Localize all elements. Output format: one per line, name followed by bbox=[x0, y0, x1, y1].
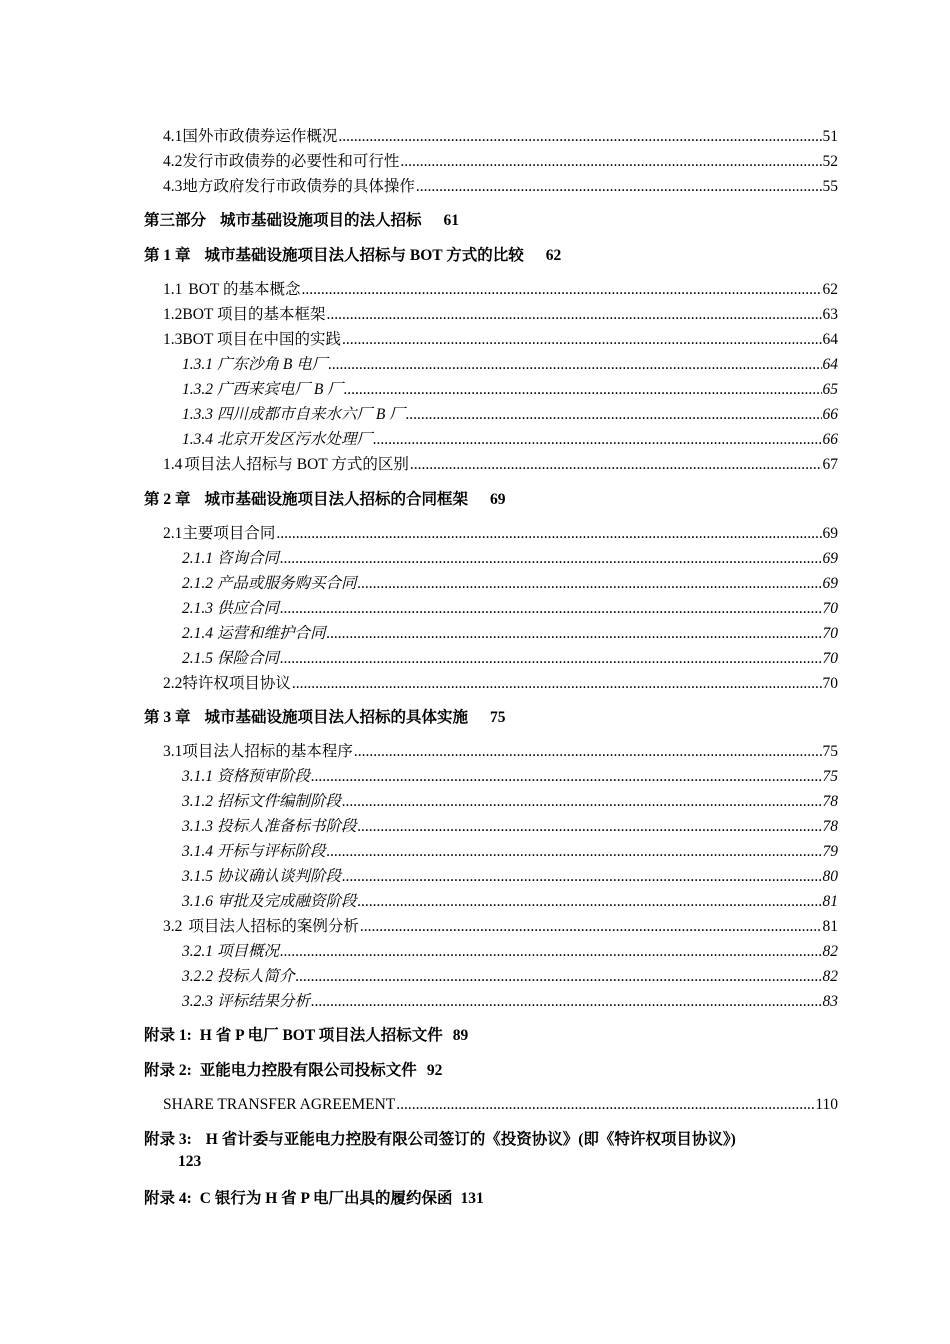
entry-title: 投标人准备标书阶段 bbox=[217, 818, 357, 835]
entry-page-number: 66 bbox=[822, 406, 838, 423]
heading-page-number: 123 bbox=[178, 1153, 202, 1170]
dot-leader bbox=[327, 842, 822, 862]
entry-number: 2.1.3 bbox=[182, 600, 213, 617]
entry-title: BOT 的基本概念 bbox=[188, 281, 301, 298]
entry-page-number: 110 bbox=[815, 1096, 838, 1113]
entry-number: 1.3 bbox=[163, 331, 183, 348]
dot-leader bbox=[280, 649, 821, 669]
dot-leader bbox=[280, 549, 821, 569]
heading-title: 亚能电力控股有限公司投标文件 bbox=[199, 1062, 417, 1079]
entry-number: 3.2.1 bbox=[182, 943, 213, 960]
entry-number: 2.1.1 bbox=[182, 550, 213, 567]
toc-entry-4-3[interactable] bbox=[163, 177, 838, 197]
dot-leader bbox=[280, 599, 821, 619]
toc-entry-3-2-2[interactable] bbox=[182, 967, 838, 987]
dot-leader bbox=[301, 280, 821, 300]
toc-appendix-3-heading[interactable] bbox=[144, 1129, 834, 1173]
heading-page-number: 89 bbox=[452, 1027, 469, 1044]
entry-title: 项目法人招标的基本程序 bbox=[182, 743, 353, 760]
dot-leader bbox=[342, 330, 822, 350]
toc-entry-1-3-4[interactable] bbox=[182, 430, 838, 450]
heading-title: 城市基础设施项目法人招标的具体实施 bbox=[204, 709, 469, 726]
dot-leader bbox=[360, 917, 822, 937]
dot-leader bbox=[400, 152, 821, 172]
entry-number: 1.4 bbox=[163, 456, 183, 473]
entry-page-number: 75 bbox=[822, 743, 838, 760]
entry-number: 3.1.2 bbox=[182, 793, 213, 810]
entry-number: 3.2.2 bbox=[182, 968, 213, 985]
entry-title: 评标结果分析 bbox=[217, 993, 311, 1010]
heading-page-number: 62 bbox=[545, 247, 562, 264]
dot-leader bbox=[311, 767, 821, 787]
entry-number: 3.1.6 bbox=[182, 893, 213, 910]
toc-entry-4-2[interactable] bbox=[163, 152, 838, 172]
entry-number: 2.1.5 bbox=[182, 650, 213, 667]
heading-title: 城市基础设施项目的法人招标 bbox=[220, 212, 422, 229]
dot-leader bbox=[328, 355, 821, 375]
dot-leader bbox=[344, 380, 822, 400]
entry-title: 协议确认谈判阶段 bbox=[217, 868, 342, 885]
dot-leader bbox=[280, 942, 821, 962]
toc-entry-2-1-3[interactable] bbox=[182, 599, 838, 619]
entry-page-number: 82 bbox=[822, 943, 838, 960]
entry-title: 北京开发区污水处理厂 bbox=[217, 431, 373, 448]
toc-entry-1-2[interactable] bbox=[163, 305, 838, 325]
dot-leader bbox=[410, 455, 822, 475]
dot-leader bbox=[338, 127, 821, 147]
dot-leader bbox=[373, 430, 821, 450]
heading-label: 附录 2: bbox=[144, 1062, 192, 1079]
heading-label: 附录 3: bbox=[144, 1131, 192, 1148]
dot-leader bbox=[354, 742, 822, 762]
toc-entry-2-1-2[interactable] bbox=[182, 574, 838, 594]
entry-page-number: 81 bbox=[822, 918, 838, 935]
heading-title: C 银行为 H 省 P 电厂出具的履约保函 bbox=[199, 1190, 453, 1207]
toc-entry-3-1-6[interactable] bbox=[182, 892, 838, 912]
entry-number: 2.2 bbox=[163, 675, 183, 692]
entry-page-number: 69 bbox=[822, 575, 838, 592]
entry-number: 2.1 bbox=[163, 525, 183, 542]
dot-leader bbox=[358, 892, 822, 912]
entry-title: 资格预审阶段 bbox=[217, 768, 311, 785]
heading-label: 附录 1: bbox=[144, 1027, 192, 1044]
dot-leader bbox=[396, 1095, 814, 1115]
toc-chapter-2-heading[interactable] bbox=[144, 489, 506, 511]
toc-entry-1-3-3[interactable] bbox=[182, 405, 838, 425]
entry-title: 开标与评标阶段 bbox=[217, 843, 326, 860]
toc-entry-2-1-5[interactable] bbox=[182, 649, 838, 669]
entry-number: 4.1 bbox=[163, 128, 183, 145]
toc-chapter-1-heading[interactable] bbox=[144, 245, 561, 267]
toc-entry-4-1[interactable] bbox=[163, 127, 838, 147]
toc-appendix-1-heading[interactable] bbox=[144, 1025, 468, 1047]
toc-entry-3-1-1[interactable] bbox=[182, 767, 838, 787]
toc-appendix-4-heading[interactable] bbox=[144, 1188, 484, 1210]
toc-entry-1-3[interactable] bbox=[163, 330, 838, 350]
entry-page-number: 69 bbox=[822, 550, 838, 567]
entry-title: 审批及完成融资阶段 bbox=[217, 893, 357, 910]
entry-page-number: 78 bbox=[822, 818, 838, 835]
toc-entry-1-3-2[interactable] bbox=[182, 380, 838, 400]
entry-title: 广东沙角 B 电厂 bbox=[217, 356, 328, 373]
entry-number: 1.3.4 bbox=[182, 431, 213, 448]
entry-number: 3.1.3 bbox=[182, 818, 213, 835]
entry-page-number: 69 bbox=[822, 525, 838, 542]
dot-leader bbox=[342, 792, 821, 812]
entry-page-number: 82 bbox=[822, 968, 838, 985]
heading-page-number: 131 bbox=[460, 1190, 484, 1207]
heading-page-number: 75 bbox=[490, 709, 506, 726]
toc-entry-2-2[interactable] bbox=[163, 674, 838, 694]
entry-page-number: 81 bbox=[822, 893, 838, 910]
dot-leader bbox=[276, 524, 821, 544]
toc-entry-3-2-1[interactable] bbox=[182, 942, 838, 962]
entry-page-number: 64 bbox=[822, 356, 838, 373]
toc-entry-3-1-3[interactable] bbox=[182, 817, 838, 837]
entry-title: BOT 项目的基本框架 bbox=[182, 306, 326, 323]
entry-number: 3.2.3 bbox=[182, 993, 213, 1010]
toc-entry-2-1[interactable] bbox=[163, 524, 838, 544]
entry-page-number: 70 bbox=[822, 650, 838, 667]
heading-label: 第 2 章 bbox=[144, 491, 191, 508]
dot-leader bbox=[416, 177, 822, 197]
entry-number: 2.1.4 bbox=[182, 625, 213, 642]
entry-title: 投标人简介 bbox=[217, 968, 295, 985]
heading-page-number: 61 bbox=[443, 212, 460, 229]
toc-entry-1-4[interactable] bbox=[163, 455, 838, 475]
entry-page-number: 83 bbox=[822, 993, 838, 1010]
entry-title: 项目概况 bbox=[217, 943, 280, 960]
entry-page-number: 55 bbox=[822, 178, 838, 195]
heading-page-number: 69 bbox=[490, 491, 506, 508]
heading-label: 第 1 章 bbox=[144, 247, 191, 264]
entry-number: 2.1.2 bbox=[182, 575, 213, 592]
entry-title: 主要项目合同 bbox=[182, 525, 276, 542]
dot-leader bbox=[406, 405, 822, 425]
entry-title: 项目法人招标与 BOT 方式的区别 bbox=[184, 456, 409, 473]
toc-part-3-heading[interactable] bbox=[144, 210, 459, 232]
entry-page-number: 63 bbox=[822, 306, 838, 323]
entry-page-number: 51 bbox=[822, 128, 838, 145]
toc-entry-3-1-2[interactable] bbox=[182, 792, 838, 812]
dot-leader bbox=[326, 305, 821, 325]
entry-number: 3.2 bbox=[163, 918, 183, 935]
entry-page-number: 70 bbox=[822, 675, 838, 692]
entry-number: 3.1.4 bbox=[182, 843, 213, 860]
toc-entry-3-2-3[interactable] bbox=[182, 992, 838, 1012]
heading-title: 城市基础设施项目法人招标的合同框架 bbox=[204, 491, 469, 508]
entry-page-number: 70 bbox=[822, 625, 838, 642]
entry-title: 招标文件编制阶段 bbox=[217, 793, 342, 810]
entry-number: 3.1.1 bbox=[182, 768, 213, 785]
heading-page-number: 92 bbox=[426, 1062, 443, 1079]
entry-title: 地方政府发行市政债券的具体操作 bbox=[182, 178, 415, 195]
entry-page-number: 66 bbox=[822, 431, 838, 448]
heading-label: 第三部分 bbox=[144, 212, 207, 229]
entry-page-number: 75 bbox=[822, 768, 838, 785]
dot-leader bbox=[342, 867, 821, 887]
entry-title: 四川成都市自来水六厂 B 厂 bbox=[217, 406, 405, 423]
entry-title: BOT 项目在中国的实践 bbox=[182, 331, 341, 348]
toc-appendix-2-heading[interactable] bbox=[144, 1060, 442, 1082]
dot-leader bbox=[358, 574, 822, 594]
toc-entry-3-1[interactable] bbox=[163, 742, 838, 762]
toc-chapter-3-heading[interactable] bbox=[144, 707, 506, 729]
dot-leader bbox=[327, 624, 822, 644]
entry-title: 广西来宾电厂 B 厂 bbox=[217, 381, 343, 398]
entry-page-number: 52 bbox=[822, 153, 838, 170]
entry-title: 产品或服务购买合同 bbox=[217, 575, 357, 592]
entry-title: SHARE TRANSFER AGREEMENT bbox=[163, 1096, 396, 1113]
entry-page-number: 70 bbox=[822, 600, 838, 617]
entry-number: 4.2 bbox=[163, 153, 183, 170]
dot-leader bbox=[311, 992, 821, 1012]
entry-title: 供应合同 bbox=[217, 600, 280, 617]
entry-page-number: 78 bbox=[822, 793, 838, 810]
toc-entry-1-3-1[interactable] bbox=[182, 355, 838, 375]
entry-page-number: 67 bbox=[822, 456, 838, 473]
entry-title: 项目法人招标的案例分析 bbox=[188, 918, 359, 935]
entry-page-number: 65 bbox=[822, 381, 838, 398]
toc-entry-share-transfer-agreement[interactable] bbox=[163, 1095, 838, 1115]
entry-page-number: 64 bbox=[822, 331, 838, 348]
entry-number: 1.3.2 bbox=[182, 381, 213, 398]
entry-title: 国外市政债券运作概况 bbox=[182, 128, 338, 145]
entry-number: 1.1 bbox=[163, 281, 183, 298]
entry-page-number: 62 bbox=[822, 281, 838, 298]
toc-entry-2-1-1[interactable] bbox=[182, 549, 838, 569]
entry-title: 保险合同 bbox=[217, 650, 280, 667]
entry-title: 发行市政债券的必要性和可行性 bbox=[182, 153, 400, 170]
entry-page-number: 79 bbox=[822, 843, 838, 860]
entry-number: 1.2 bbox=[163, 306, 183, 323]
entry-number: 1.3.1 bbox=[182, 356, 213, 373]
toc-entry-3-2[interactable] bbox=[163, 917, 838, 937]
entry-page-number: 80 bbox=[822, 868, 838, 885]
entry-title: 咨询合同 bbox=[217, 550, 280, 567]
heading-label: 第 3 章 bbox=[144, 709, 191, 726]
entry-number: 1.3.3 bbox=[182, 406, 213, 423]
entry-number: 3.1.5 bbox=[182, 868, 213, 885]
entry-number: 3.1 bbox=[163, 743, 183, 760]
entry-title: 特许权项目协议 bbox=[182, 675, 291, 692]
toc-entry-1-1[interactable] bbox=[163, 280, 838, 300]
heading-title: 城市基础设施项目法人招标与 BOT 方式的比较 bbox=[204, 247, 524, 264]
heading-label: 附录 4: bbox=[144, 1190, 192, 1207]
heading-title: H 省计委与亚能电力控股有限公司签订的《投资协议》(即《特许权项目协议》) bbox=[205, 1131, 736, 1148]
entry-title: 运营和维护合同 bbox=[217, 625, 326, 642]
toc-entry-3-1-4[interactable] bbox=[182, 842, 838, 862]
toc-entry-3-1-5[interactable] bbox=[182, 867, 838, 887]
entry-number: 4.3 bbox=[163, 178, 183, 195]
toc-entry-2-1-4[interactable] bbox=[182, 624, 838, 644]
dot-leader bbox=[292, 674, 822, 694]
heading-title: H 省 P 电厂 BOT 项目法人招标文件 bbox=[199, 1027, 443, 1044]
dot-leader bbox=[296, 967, 822, 987]
dot-leader bbox=[358, 817, 822, 837]
